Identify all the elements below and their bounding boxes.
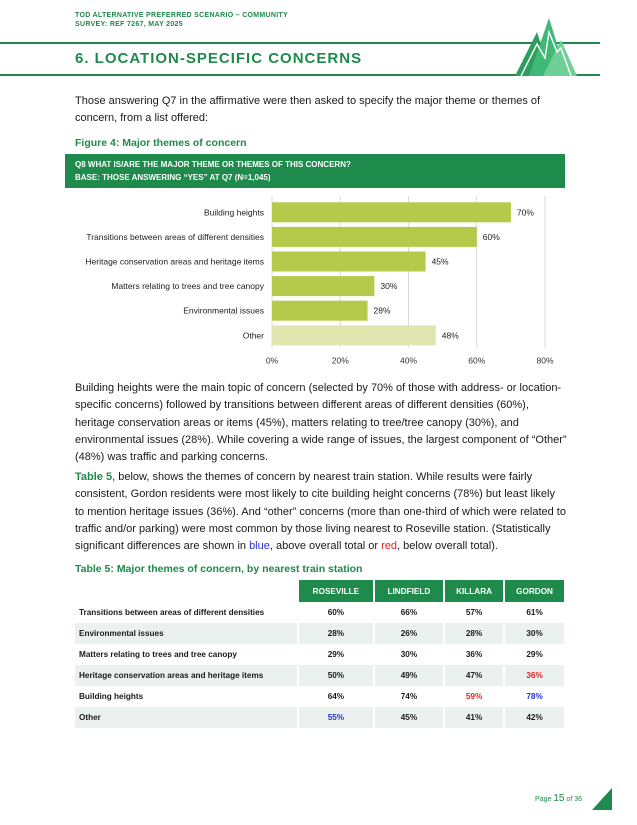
running-title-line1: TOD ALTERNATIVE PREFERRED SCENARIO – COMMUNITY [75, 12, 289, 19]
table-cell: 29% [504, 644, 564, 665]
table-cell: 42% [504, 707, 564, 728]
tick-label: 0% [265, 355, 279, 366]
column-header: ROSEVILLE [298, 580, 374, 602]
table-row [75, 665, 564, 686]
category-label: Building heights [203, 207, 264, 218]
para-text-2: , above overall total or [269, 540, 382, 553]
column-header: GORDON [504, 580, 564, 602]
page-word: Page [535, 796, 552, 803]
table-row [75, 602, 564, 623]
table-intro-paragraph [75, 469, 567, 555]
row-label: Other [75, 707, 298, 728]
table-cell: 78% [504, 686, 564, 707]
page-current: 15 [553, 793, 565, 804]
category-label: Matters relating to trees and tree canopy [111, 281, 264, 292]
table-cell: 57% [444, 602, 504, 623]
table-cell: 66% [374, 602, 444, 623]
table-cell: 41% [444, 707, 504, 728]
question-text: Q8 WHAT IS/ARE THE MAJOR THEME OR THEMES OF THIS CONCERN? [75, 160, 351, 169]
tick-label: 40% [399, 355, 418, 366]
table-cell: 61% [504, 602, 564, 623]
table-row [75, 707, 564, 728]
header-blank-cell [75, 580, 298, 602]
column-header: KILLARA [444, 580, 504, 602]
table-cell: 50% [298, 665, 374, 686]
table-cell: 36% [444, 644, 504, 665]
data-label: 60% [482, 231, 500, 242]
table-cell: 59% [444, 686, 504, 707]
table-cell: 36% [504, 665, 564, 686]
page-total: of 36 [566, 796, 582, 803]
running-title-line2: SURVEY: REF 7267, MAY 2025 [75, 21, 183, 28]
tick-label: 60% [468, 355, 486, 366]
figure-caption: Figure 4: Major themes of concern [75, 137, 247, 149]
table-row [75, 644, 564, 665]
data-label: 45% [431, 256, 449, 267]
bar [272, 276, 374, 296]
table-row [75, 686, 564, 707]
bar-chart [65, 188, 565, 368]
red-word: red [381, 540, 398, 553]
category-label: Other [242, 330, 264, 341]
table-cell: 60% [298, 602, 374, 623]
row-label: Building heights [79, 692, 144, 701]
data-label: 70% [516, 207, 534, 218]
header-divider-bottom [0, 74, 600, 76]
table-cell: 45% [374, 707, 444, 728]
row-label: Transitions between areas of different densities [79, 608, 265, 617]
corner-triangle-icon [592, 788, 612, 810]
bar [272, 202, 511, 222]
category-label: Heritage conservation areas and heritage items [85, 256, 264, 267]
bar [272, 227, 477, 247]
table-caption: Table 5: Major themes of concern, by nearest train station [75, 563, 363, 575]
table-cell: 26% [374, 623, 444, 644]
data-label: 28% [373, 305, 391, 316]
bar [272, 252, 426, 272]
base-text: BASE: THOSE ANSWERING “YES” AT Q7 (N=1,045) [75, 173, 271, 182]
table-cell: 74% [374, 686, 444, 707]
table-cell: 55% [298, 707, 374, 728]
bar [272, 325, 436, 345]
question-box [65, 154, 565, 188]
row-label: Matters relating to trees and tree canopy [79, 650, 237, 659]
category-label: Environmental issues [183, 305, 264, 316]
row-label: Heritage conservation areas and heritage items [75, 665, 298, 686]
category-label: Transitions between areas of different densities [86, 231, 264, 242]
table-row [75, 623, 564, 644]
intro-paragraph: Those answering Q7 in the affirmative were then asked to specify the major theme or themes of concern, from a list offered: [75, 95, 541, 125]
data-label: 48% [441, 330, 459, 341]
bar [272, 301, 368, 321]
blue-word: blue [249, 540, 270, 553]
table-header-row [75, 580, 564, 602]
para-text-1: , below, shows the themes of concern by nearest train station. While results were fairly consistent, Gordon residents were most likely to cite building height concerns (78%) but least likely to mention heritage issues (36%). And “other” concerns (more than one-third of which were related to traffic and/or parking) were most common by those living nearest to Roseville station. (Statistically significant differences are shown in [75, 471, 566, 553]
running-header [75, 11, 288, 29]
table-cell: 28% [298, 623, 374, 644]
themes-table [75, 580, 564, 728]
table-cell: 49% [374, 665, 444, 686]
table-cell: 30% [504, 623, 564, 644]
table-cell: 64% [298, 686, 374, 707]
table-reference: Table 5 [75, 471, 113, 483]
table-cell: 47% [444, 665, 504, 686]
table-cell: 28% [444, 623, 504, 644]
column-header: LINDFIELD [374, 580, 444, 602]
para-text-3: , below overall total). [397, 540, 498, 553]
data-label: 30% [380, 281, 398, 292]
tick-label: 20% [331, 355, 349, 366]
table-cell: 29% [298, 644, 374, 665]
tick-label: 80% [536, 355, 554, 366]
section-title: 6. LOCATION-SPECIFIC CONCERNS [75, 50, 363, 67]
row-label: Environmental issues [75, 623, 298, 644]
header-divider-top [0, 42, 600, 44]
findings-paragraph: Building heights were the main topic of concern (selected by 70% of those with address- or location-specific concerns) followed by transitions between different areas of different densities (60%), heritage conservation areas or items (45%), matters relating to tree/tree canopy (30%), and environmental issues (28%). While covering a wide range of issues, the largest component of “Other” (48%) was traffic and parking concerns. [75, 382, 567, 464]
table-cell: 30% [374, 644, 444, 665]
mountain-logo [515, 18, 577, 76]
page-number [535, 793, 582, 804]
